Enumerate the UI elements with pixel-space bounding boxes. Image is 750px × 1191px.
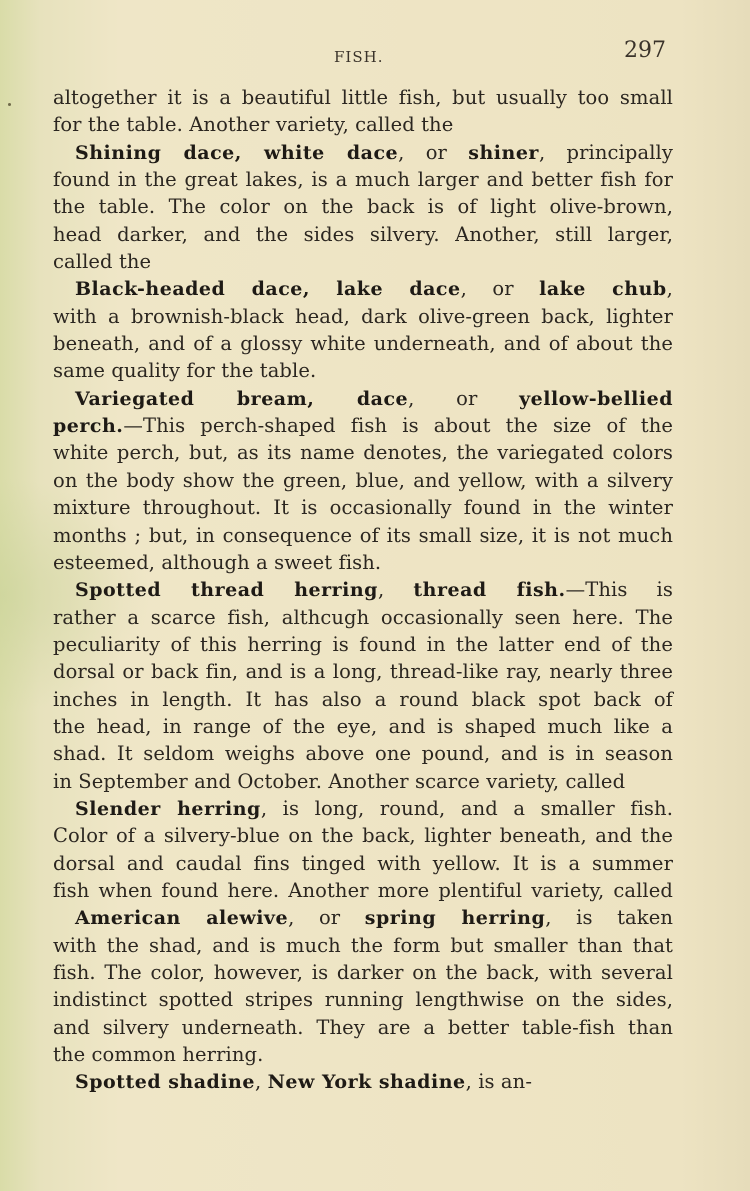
text-span: inches in length. It has also a round black spot back of [53, 687, 673, 711]
text-span: months ; but, in consequence of its small size, it is not much [53, 523, 673, 547]
text-span: , [254, 1070, 268, 1094]
text-line [53, 549, 673, 576]
text-span: —This perch-shaped fish is about the size of the [123, 414, 673, 438]
text-line [53, 221, 673, 248]
text-span: the common herring. [53, 1043, 264, 1067]
text-span: Color of a silvery-blue on the back, lighter beneath, and the [53, 824, 673, 848]
text-span: , [377, 578, 414, 602]
text-line [53, 330, 673, 357]
text-span: , or [398, 140, 469, 164]
text-span: with the shad, and is much the form but smaller than that [53, 933, 673, 957]
text-line [53, 1041, 673, 1068]
text-line [53, 631, 673, 658]
text-span: the head, in range of the eye, and is shaped much like a [53, 714, 673, 738]
text-line [53, 248, 673, 275]
species-heading: American alewive [75, 907, 289, 930]
species-heading: Spotted shadine [75, 1071, 255, 1094]
text-line [53, 467, 673, 494]
text-line [53, 795, 673, 822]
text-span: altogether it is a beautiful little fish, but usually too small [53, 86, 673, 109]
species-heading: New York shadine [267, 1071, 466, 1094]
text-line [53, 193, 673, 220]
text-line [53, 522, 673, 549]
text-span: , [666, 277, 673, 301]
text-line [53, 303, 673, 330]
text-line [53, 604, 673, 631]
text-line [53, 1014, 673, 1041]
text-span: on the body show the green, blue, and yellow, with a silvery [53, 468, 673, 492]
text-line [53, 357, 673, 384]
text-span: fish. The color, however, is darker on the back, with several [53, 961, 673, 984]
species-heading: Spotted thread herring [75, 579, 378, 602]
text-line [53, 850, 673, 877]
species-heading: Black-headed dace, lake dace [75, 278, 461, 301]
text-span: indistinct spotted stripes running lengthwise on the sides, [53, 988, 673, 1012]
text-span: head darker, and the sides silvery. Another, still larger, [53, 222, 673, 246]
text-line [53, 932, 673, 959]
text-line [53, 959, 673, 986]
text-span: called the [53, 250, 152, 274]
text-span: beneath, and of a glossy white underneath, and of about the [53, 332, 673, 356]
text-span: dorsal and caudal fins tinged with yellow. It is a summer [53, 851, 673, 875]
text-line [53, 1068, 673, 1095]
text-span: dorsal or back fin, and is a long, thread-like ray, nearly three [53, 660, 673, 684]
text-line [53, 686, 673, 713]
text-line [53, 139, 673, 166]
text-span: with a brownish-black head, dark olive-green back, lighter [53, 304, 673, 328]
text-line [53, 658, 673, 685]
text-span: same quality for the table. [53, 359, 317, 383]
text-span: —This is [565, 578, 673, 602]
text-span: , principally [538, 140, 673, 164]
page-number: 297 [624, 38, 666, 63]
text-span: found in the great lakes, is a much larger and better fish for [53, 168, 673, 192]
text-span: white perch, but, as its name denotes, the variegated colors [53, 441, 673, 465]
text-span: , is long, round, and a smaller fish. [260, 796, 673, 820]
running-head [0, 38, 750, 74]
species-heading: Variegated bream, dace [75, 387, 409, 410]
text-span: for the table. Another variety, called the [53, 113, 454, 137]
text-line [53, 986, 673, 1013]
text-span: and silvery underneath. They are a better table-fish than [53, 1015, 673, 1039]
text-span: fish when found here. Another more plentiful variety, called [53, 878, 673, 902]
species-heading: perch. [53, 415, 124, 438]
text-span: , or [408, 386, 520, 410]
margin-speck [8, 103, 11, 106]
text-line [53, 412, 673, 439]
text-line [53, 111, 673, 138]
text-span: , is an- [465, 1070, 533, 1094]
text-span: esteemed, although a sweet fish. [53, 550, 382, 574]
text-span: shad. It seldom weighs above one pound, and is in season [53, 742, 673, 766]
species-heading: thread fish. [413, 579, 566, 602]
text-line [53, 166, 673, 193]
running-head-title: FISH. [334, 48, 384, 66]
text-line [53, 385, 673, 412]
species-heading: shiner [468, 141, 539, 164]
text-span: the table. The color on the back is of light olive-brown, [53, 195, 673, 219]
body-text [53, 84, 673, 1096]
text-line [53, 439, 673, 466]
text-span: , or [460, 277, 540, 301]
text-line [53, 494, 673, 521]
text-span: , is taken [545, 906, 673, 930]
text-span: peculiarity of this herring is found in the latter end of the [53, 632, 673, 656]
species-heading: lake chub [539, 278, 667, 301]
text-line [53, 822, 673, 849]
species-heading: yellow-bellied [519, 387, 673, 410]
species-heading: Slender herring [75, 797, 261, 820]
species-heading: Shining dace, white dace [75, 141, 399, 164]
species-heading: spring herring [364, 907, 546, 930]
text-line [53, 904, 673, 931]
text-span: mixture throughout. It is occasionally found in the winter [53, 496, 673, 520]
text-line [53, 877, 673, 904]
text-line [53, 275, 673, 302]
text-span: , or [288, 906, 365, 930]
text-line [53, 713, 673, 740]
text-line [53, 84, 673, 111]
text-span: rather a scarce fish, althcugh occasionally seen here. The [53, 605, 673, 629]
text-line [53, 576, 673, 603]
text-span: in September and October. Another scarce variety, called [53, 769, 626, 793]
text-line [53, 768, 673, 795]
text-line [53, 740, 673, 767]
